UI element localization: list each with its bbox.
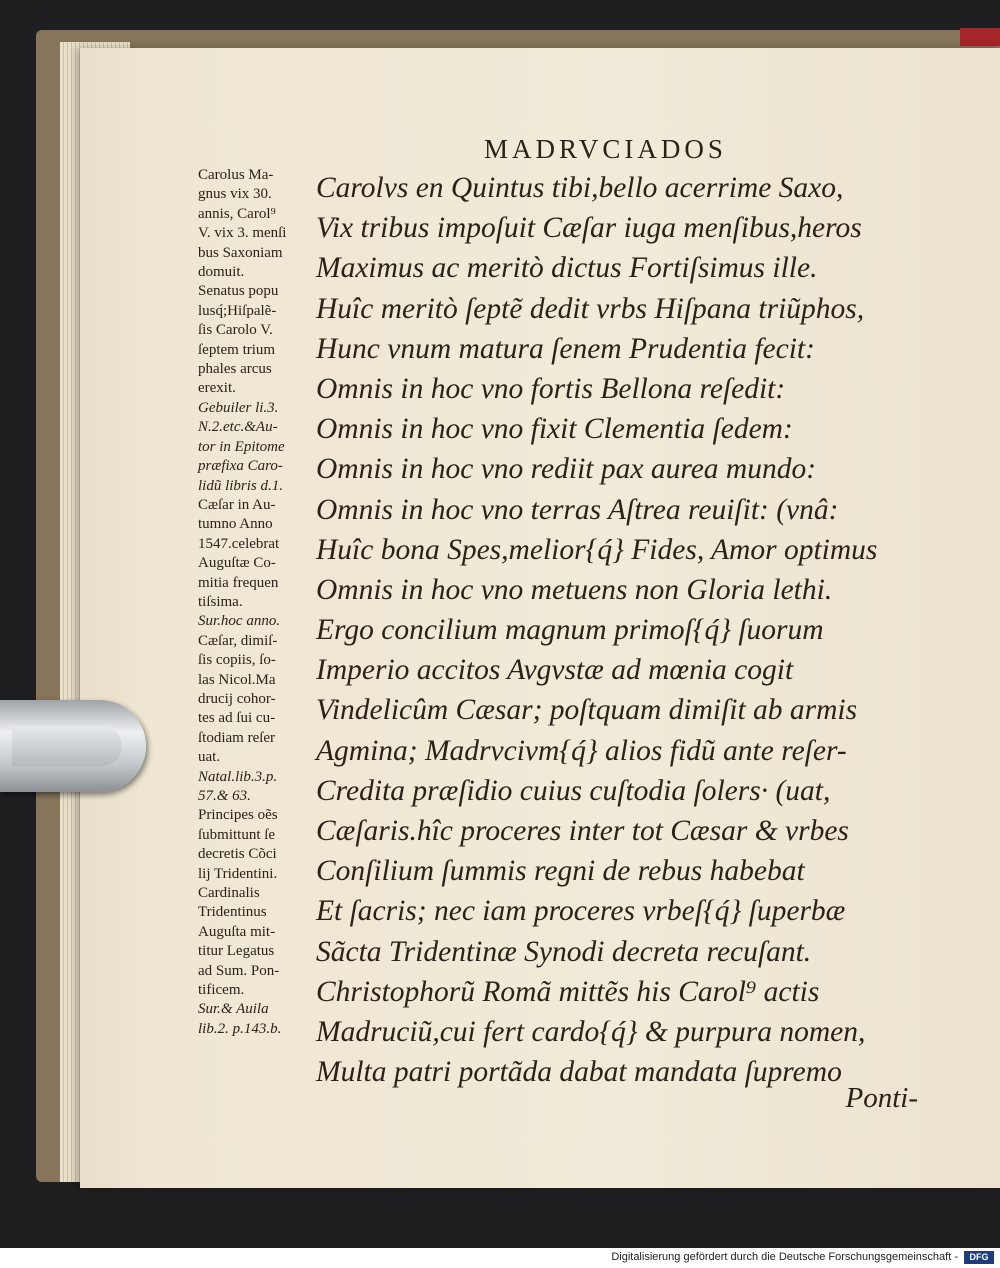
margin-note-line: Cæſar in Au- xyxy=(198,496,276,513)
text-line: Carolvs en Quintus tibi,bello acerrime Saxo, xyxy=(316,172,844,204)
text-line: Maximus ac meritò dictus Fortiſsimus ille. xyxy=(316,252,818,285)
text-line: Sãcta Tridentinæ Synodi decreta recuſant. xyxy=(316,935,812,968)
margin-note-line: phales arcus xyxy=(198,361,272,378)
margin-note-line: las Nicol.Ma xyxy=(198,671,276,688)
text-line: Vix tribus impoſuit Cæſar iuga menſibus,heros xyxy=(316,212,862,245)
margin-note-line: Natal.lib.3.p. xyxy=(198,768,278,785)
page-clip-highlight xyxy=(12,726,122,766)
margin-note-line: N.2.etc.&Au- xyxy=(198,419,278,436)
margin-note-line: tumno Anno xyxy=(198,516,273,533)
margin-note-line: lidũ libris d.1. xyxy=(198,477,284,494)
text-line: Cæſaris.hîc proceres inter tot Cæsar & vrbes xyxy=(316,815,849,847)
page-clip xyxy=(0,700,146,792)
text-line: Conſilium ſummis regni de rebus habebat xyxy=(316,855,805,888)
text-line: Omnis in hoc vno terras Aſtrea reuiſit: (vnâ: xyxy=(316,493,839,526)
text-line: Christophorũ Romã mittẽs his Carol⁹ actis xyxy=(316,975,820,1008)
margin-note-line: titur Legatus xyxy=(198,943,275,960)
margin-note-line: mitia frequen xyxy=(198,574,279,591)
text-line: Omnis in hoc vno metuens non Gloria lethi. xyxy=(316,573,833,606)
margin-note-line: Principes oẽs xyxy=(198,807,278,824)
margin-note-line: præfixa Caro- xyxy=(198,458,283,475)
margin-note-line: Senatus popu xyxy=(198,283,279,300)
margin-note-line: Tridentinus xyxy=(198,904,267,921)
margin-note-line: Cæſar, dimiſ- xyxy=(198,632,278,649)
margin-note-line: tor in Epitome xyxy=(198,438,285,455)
text-line: Multa patri portãda dabat mandata ſupremo xyxy=(316,1056,842,1089)
margin-note-line: 57.& 63. xyxy=(198,788,251,804)
margin-note-line: erexit. xyxy=(198,380,236,397)
margin-note-line: annis, Carol⁹ xyxy=(198,205,276,222)
margin-note-line: ſis copiis, ſo- xyxy=(198,652,276,669)
text-line: Et ſacris; nec iam proceres vrbeſ{q́} ſuperbæ xyxy=(316,895,846,928)
margin-note-line: uat. xyxy=(198,749,221,766)
text-line: Agmina; Madrvcivm{q́} alios fidũ ante reſer- xyxy=(316,734,847,767)
text-line: Madruciũ,cui fert cardo{q́} & purpura nomen, xyxy=(316,1015,866,1048)
margin-note-line: Auguſta mit- xyxy=(198,923,276,940)
dfg-logo-icon: DFG xyxy=(964,1251,994,1264)
margin-notes xyxy=(198,166,314,1039)
margin-note-line: ſis Carolo V. xyxy=(198,322,273,339)
margin-note-line: drucij cohor- xyxy=(198,690,276,707)
text-line: Omnis in hoc vno rediit pax aurea mundo: xyxy=(316,453,817,486)
margin-note-line: lij Tridentini. xyxy=(198,865,278,882)
margin-note-line: tiſsima. xyxy=(198,593,243,610)
text-line: Hunc vnum matura ſenem Prudentia fecit: xyxy=(316,332,815,365)
margin-note-line: Gebuiler li.3. xyxy=(198,399,279,416)
text-line: Ergo concilium magnum primoſ{q́} ſuorum xyxy=(316,614,824,647)
running-head: MADRVCIADOS xyxy=(484,134,727,164)
margin-note-line: Carolus Ma- xyxy=(198,167,274,183)
text-line: Omnis in hoc vno fortis Bellona reſedit: xyxy=(316,372,786,405)
text-line: Imperio accitos Avgvstæ ad mœnia cogit xyxy=(316,654,794,687)
bookmark-ribbon xyxy=(960,28,1000,46)
margin-note-line: Sur.& Auila xyxy=(198,1001,269,1018)
margin-note-line: lusq́;Hiſpalẽ- xyxy=(198,302,277,319)
footer-credit: Digitalisierung gefördert durch die Deutsche Forschungsgemeinschaft - xyxy=(611,1251,958,1263)
main-text xyxy=(316,168,946,1092)
margin-note-line: domuit. xyxy=(198,264,245,281)
margin-note-line: Sur.hoc anno. xyxy=(198,613,281,630)
margin-note-line: 1547.celebrat xyxy=(198,535,280,552)
margin-note-line: tificem. xyxy=(198,982,245,999)
margin-note-line: tes ad ſui cu- xyxy=(198,710,276,727)
margin-note-line: bus Saxoniam xyxy=(198,244,283,261)
text-line: Huîc bona Spes,melior{q́} Fides, Amor optimus xyxy=(316,533,878,566)
margin-note-line: lib.2. p.143.b. xyxy=(198,1020,282,1037)
margin-note-line: ſubmittunt ſe xyxy=(198,826,276,843)
text-line: Credita præſidio cuius cuſtodia ſolers· (uat, xyxy=(316,774,831,807)
text-line: Omnis in hoc vno fixit Clementia ſedem: xyxy=(316,413,793,446)
margin-note-line: V. vix 3. menſi xyxy=(198,225,287,242)
margin-note-line: decretis Cõci xyxy=(198,846,277,863)
margin-note-line: ad Sum. Pon- xyxy=(198,962,280,979)
margin-note-line: Cardinalis xyxy=(198,885,260,902)
margin-note-line: ſeptem trium xyxy=(198,341,276,358)
footer-bar xyxy=(0,1248,1000,1268)
margin-note-line: gnus vix 30. xyxy=(198,186,272,203)
text-line: Vindelicûm Cæsar; poſtquam dimiſit ab armis xyxy=(316,694,858,727)
margin-note-line: Auguſtæ Co- xyxy=(198,555,276,572)
margin-note-line: ſtodiam reſer xyxy=(198,729,276,746)
text-line: Huîc meritò ſeptẽ dedit vrbs Hiſpana triũphos, xyxy=(316,292,865,325)
catchword: Ponti- xyxy=(845,1082,918,1114)
